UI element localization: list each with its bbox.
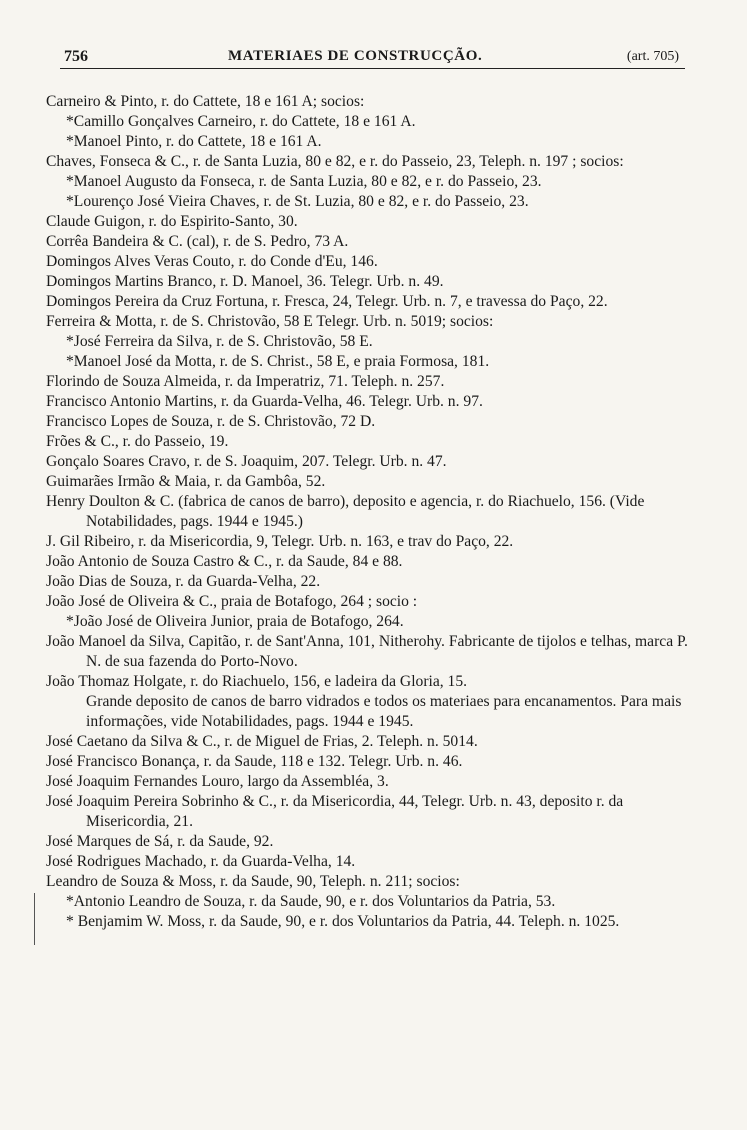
running-title: MATERIAES DE CONSTRUCÇÃO. <box>228 48 483 64</box>
directory-entry: Domingos Pereira da Cruz Fortuna, r. Fresca, 24, Telegr. Urb. n. 7, e travessa do Paço, 22. <box>46 293 608 310</box>
page-header <box>60 44 685 69</box>
directory-entry: Frões & C., r. do Passeio, 19. <box>46 433 229 450</box>
directory-entry: Ferreira & Motta, r. de S. Christovão, 58 E Telegr. Urb. n. 5019; socios: <box>46 313 494 330</box>
directory-entry: Francisco Lopes de Souza, r. de S. Christovão, 72 D. <box>46 413 376 430</box>
directory-entry: João José de Oliveira & C., praia de Botafogo, 264 ; socio : <box>46 593 418 610</box>
directory-entry: Carneiro & Pinto, r. do Cattete, 18 e 161 A; socios: <box>46 93 365 110</box>
directory-entry: Guimarães Irmão & Maia, r. da Gambôa, 52. <box>46 473 326 490</box>
directory-entry: João Thomaz Holgate, r. do Riachuelo, 156, e ladeira da Gloria, 15. <box>46 673 468 690</box>
socio-entry: *Camillo Gonçalves Carneiro, r. do Cattete, 18 e 161 A. <box>66 113 416 130</box>
socio-entry: * Benjamim W. Moss, r. da Saude, 90, e r. dos Voluntarios da Patria, 44. Teleph. n. 1025. <box>66 913 620 930</box>
directory-entry: J. Gil Ribeiro, r. da Misericordia, 9, Telegr. Urb. n. 163, e trav do Paço, 22. <box>46 533 514 550</box>
directory-entry: José Marques de Sá, r. da Saude, 92. <box>46 833 274 850</box>
directory-entry: João Dias de Souza, r. da Guarda-Velha, 22. <box>46 573 321 590</box>
directory-entry: Gonçalo Soares Cravo, r. de S. Joaquim, 207. Telegr. Urb. n. 47. <box>46 453 447 470</box>
directory-entry: José Joaquim Pereira Sobrinho & C., r. da Misericordia, 44, Telegr. Urb. n. 43, deposito r. da Misericordia, 21. <box>46 793 624 830</box>
directory-entry: Henry Doulton & C. (fabrica de canos de barro), deposito e agencia, r. do Riachuelo, 156. (Vide Notabilidades, pags. 1944 e 1945.) <box>46 493 645 530</box>
directory-entry: João Antonio de Souza Castro & C., r. da Saude, 84 e 88. <box>46 553 403 570</box>
socio-entry: *José Ferreira da Silva, r. de S. Christovão, 58 E. <box>66 333 373 350</box>
socio-entry: *João José de Oliveira Junior, praia de Botafogo, 264. <box>66 613 404 630</box>
directory-entry: Florindo de Souza Almeida, r. da Imperatriz, 71. Teleph. n. 257. <box>46 373 445 390</box>
socio-entry: *Antonio Leandro de Souza, r. da Saude, 90, e r. dos Voluntarios da Patria, 53. <box>66 893 556 910</box>
directory-entry: Claude Guigon, r. do Espirito-Santo, 30. <box>46 213 298 230</box>
entry-note: Grande deposito de canos de barro vidrados e todos os materiaes para encanamentos. Para mais informações, vide Notabilidades, pags. 1944 e 1945. <box>86 693 682 730</box>
directory-entry: Domingos Alves Veras Couto, r. do Conde d'Eu, 146. <box>46 253 378 270</box>
directory-entry: Domingos Martins Branco, r. D. Manoel, 36. Telegr. Urb. n. 49. <box>46 273 444 290</box>
socio-entry: *Manoel José da Motta, r. de S. Christ., 58 E, e praia Formosa, 181. <box>66 353 490 370</box>
socio-entry: *Manoel Augusto da Fonseca, r. de Santa Luzia, 80 e 82, e r. do Passeio, 23. <box>66 173 542 190</box>
directory-entry: José Rodrigues Machado, r. da Guarda-Velha, 14. <box>46 853 356 870</box>
directory-entry: José Francisco Bonança, r. da Saude, 118 e 132. Telegr. Urb. n. 46. <box>46 753 463 770</box>
page-number: 756 <box>64 48 88 65</box>
directory-entry: José Joaquim Fernandes Louro, largo da Assembléa, 3. <box>46 773 389 790</box>
margin-mark <box>34 893 35 945</box>
directory-entry: Leandro de Souza & Moss, r. da Saude, 90, Teleph. n. 211; socios: <box>46 873 460 890</box>
directory-entry: José Caetano da Silva & C., r. de Miguel de Frias, 2. Teleph. n. 5014. <box>46 733 478 750</box>
directory-entry: Corrêa Bandeira & C. (cal), r. de S. Pedro, 73 A. <box>46 233 349 250</box>
socio-entry: *Lourenço José Vieira Chaves, r. de St. Luzia, 80 e 82, e r. do Passeio, 23. <box>66 193 529 210</box>
directory-entry: João Manoel da Silva, Capitão, r. de Sant'Anna, 101, Nitherohy. Fabricante de tijolos e telhas, marca P. N. de sua fazenda do Porto-Novo. <box>46 633 688 670</box>
directory-listing <box>46 92 696 932</box>
directory-entry: Francisco Antonio Martins, r. da Guarda-Velha, 46. Telegr. Urb. n. 97. <box>46 393 483 410</box>
article-reference: (art. 705) <box>626 49 679 64</box>
directory-entry: Chaves, Fonseca & C., r. de Santa Luzia, 80 e 82, e r. do Passeio, 23, Teleph. n. 197 ; socios: <box>46 153 624 170</box>
socio-entry: *Manoel Pinto, r. do Cattete, 18 e 161 A. <box>66 133 322 150</box>
